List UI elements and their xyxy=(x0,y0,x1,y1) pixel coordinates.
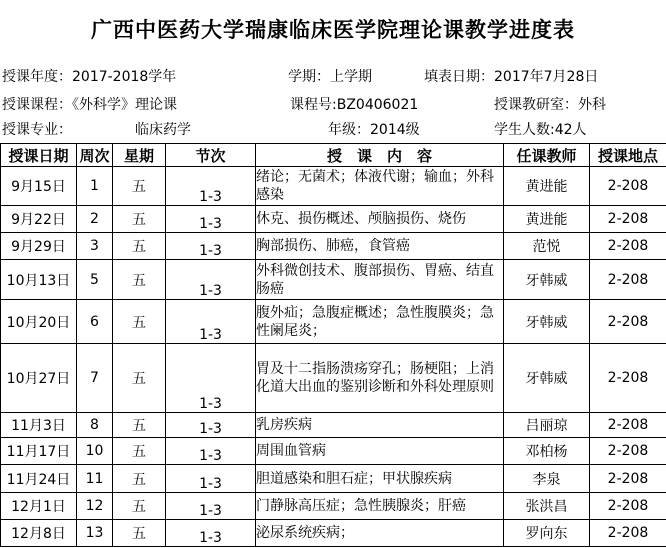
period-cell: 1-3 xyxy=(166,493,256,520)
day-cell: 五 xyxy=(113,438,166,465)
header-teacher: 任课教师 xyxy=(504,144,590,167)
period-cell: 1-3 xyxy=(166,260,256,300)
location-cell: 2-208 xyxy=(590,300,666,344)
teacher-cell: 范悦 xyxy=(504,233,590,260)
page-title: 广西中医药大学瑞康临床医学院理论课教学进度表 xyxy=(91,18,575,42)
date-cell: 9月15日 xyxy=(1,167,77,206)
date-cell: 9月22日 xyxy=(1,206,77,233)
header-period: 节次 xyxy=(166,144,256,167)
location-cell: 2-208 xyxy=(590,233,666,260)
table-header-row xyxy=(1,144,666,167)
period-cell: 1-3 xyxy=(166,520,256,547)
week-cell: 10 xyxy=(77,438,113,465)
table-row xyxy=(1,260,666,300)
table-row xyxy=(1,344,666,413)
header-content: 授 课 内 容 xyxy=(256,144,504,167)
schedule-table xyxy=(0,143,666,547)
location-cell: 2-208 xyxy=(590,465,666,493)
content-cell: 外科微创技术、腹部损伤、胃癌、结直肠癌 xyxy=(256,260,504,300)
teacher-cell: 李泉 xyxy=(504,465,590,493)
content-cell: 胃及十二指肠溃疡穿孔；肠梗阻；上消化道大出血的鉴别诊断和外科处理原则 xyxy=(256,344,504,413)
period-cell: 1-3 xyxy=(166,413,256,438)
date-cell: 10月13日 xyxy=(1,260,77,300)
day-cell: 五 xyxy=(113,493,166,520)
teacher-cell: 牙韩威 xyxy=(504,300,590,344)
fill-date: 填表日期：2017年7月28日 xyxy=(424,69,599,85)
header-location: 授课地点 xyxy=(590,144,666,167)
header-day: 星期 xyxy=(113,144,166,167)
day-cell: 五 xyxy=(113,465,166,493)
day-cell: 五 xyxy=(113,167,166,206)
period-cell: 1-3 xyxy=(166,233,256,260)
week-cell: 8 xyxy=(77,413,113,438)
teacher-cell: 邓柏杨 xyxy=(504,438,590,465)
day-cell: 五 xyxy=(113,233,166,260)
period-cell: 1-3 xyxy=(166,438,256,465)
table-row xyxy=(1,167,666,206)
student-count: 学生人数:42人 xyxy=(494,122,587,138)
date-cell: 12月8日 xyxy=(1,520,77,547)
table-row xyxy=(1,520,666,547)
period-cell: 1-3 xyxy=(166,465,256,493)
week-cell: 5 xyxy=(77,260,113,300)
content-cell: 绪论；无菌术；体液代谢；输血；外科感染 xyxy=(256,167,504,206)
course-name: 授课课程：《外科学》理论课 xyxy=(2,97,177,113)
content-cell: 乳房疾病 xyxy=(256,413,504,438)
date-cell: 11月3日 xyxy=(1,413,77,438)
content-cell: 腹外疝；急腹症概述；急性腹膜炎；急性阑尾炎； xyxy=(256,300,504,344)
day-cell: 五 xyxy=(113,520,166,547)
grade: 年级：2014级 xyxy=(328,122,420,138)
period-cell: 1-3 xyxy=(166,167,256,206)
date-cell: 11月17日 xyxy=(1,438,77,465)
date-cell: 11月24日 xyxy=(1,465,77,493)
week-cell: 12 xyxy=(77,493,113,520)
teacher-cell: 牙韩威 xyxy=(504,260,590,300)
table-row xyxy=(1,493,666,520)
location-cell: 2-208 xyxy=(590,167,666,206)
table-row xyxy=(1,206,666,233)
day-cell: 五 xyxy=(113,413,166,438)
table-row xyxy=(1,413,666,438)
location-cell: 2-208 xyxy=(590,493,666,520)
date-cell: 9月29日 xyxy=(1,233,77,260)
period-cell: 1-3 xyxy=(166,344,256,413)
week-cell: 1 xyxy=(77,167,113,206)
content-cell: 胸部损伤、肺癌，食管癌 xyxy=(256,233,504,260)
day-cell: 五 xyxy=(113,344,166,413)
table-row xyxy=(1,300,666,344)
teacher-cell: 罗向东 xyxy=(504,520,590,547)
teacher-cell: 吕丽琼 xyxy=(504,413,590,438)
table-row xyxy=(1,465,666,493)
teaching-department: 授课教研室：外科 xyxy=(494,97,606,113)
content-cell: 门静脉高压症；急性胰腺炎；肝癌 xyxy=(256,493,504,520)
day-cell: 五 xyxy=(113,206,166,233)
date-cell: 10月20日 xyxy=(1,300,77,344)
location-cell: 2-208 xyxy=(590,260,666,300)
teacher-cell: 黄进能 xyxy=(504,167,590,206)
week-cell: 6 xyxy=(77,300,113,344)
table-row xyxy=(1,233,666,260)
course-code: 课程号:BZ0406021 xyxy=(290,97,419,113)
date-cell: 10月27日 xyxy=(1,344,77,413)
location-cell: 2-208 xyxy=(590,206,666,233)
location-cell: 2-208 xyxy=(590,520,666,547)
content-cell: 周围血管病 xyxy=(256,438,504,465)
period-cell: 1-3 xyxy=(166,206,256,233)
day-cell: 五 xyxy=(113,260,166,300)
teacher-cell: 张洪昌 xyxy=(504,493,590,520)
teacher-cell: 黄进能 xyxy=(504,206,590,233)
week-cell: 7 xyxy=(77,344,113,413)
header-week: 周次 xyxy=(77,144,113,167)
content-cell: 休克、损伤概述、颅脑损伤、烧伤 xyxy=(256,206,504,233)
week-cell: 2 xyxy=(77,206,113,233)
header-date: 授课日期 xyxy=(1,144,77,167)
location-cell: 2-208 xyxy=(590,344,666,413)
period-cell: 1-3 xyxy=(166,300,256,344)
location-cell: 2-208 xyxy=(590,438,666,465)
major-label: 授课专业： xyxy=(2,122,72,138)
location-cell: 2-208 xyxy=(590,413,666,438)
date-cell: 12月1日 xyxy=(1,493,77,520)
week-cell: 11 xyxy=(77,465,113,493)
day-cell: 五 xyxy=(113,300,166,344)
week-cell: 3 xyxy=(77,233,113,260)
term: 学期：上学期 xyxy=(288,69,372,85)
content-cell: 泌尿系统疾病； xyxy=(256,520,504,547)
table-row xyxy=(1,438,666,465)
major-value: 临床药学 xyxy=(135,122,191,138)
content-cell: 胆道感染和胆石症；甲状腺疾病 xyxy=(256,465,504,493)
academic-year: 授课年度：2017-2018学年 xyxy=(2,69,177,85)
teacher-cell: 牙韩威 xyxy=(504,344,590,413)
week-cell: 13 xyxy=(77,520,113,547)
